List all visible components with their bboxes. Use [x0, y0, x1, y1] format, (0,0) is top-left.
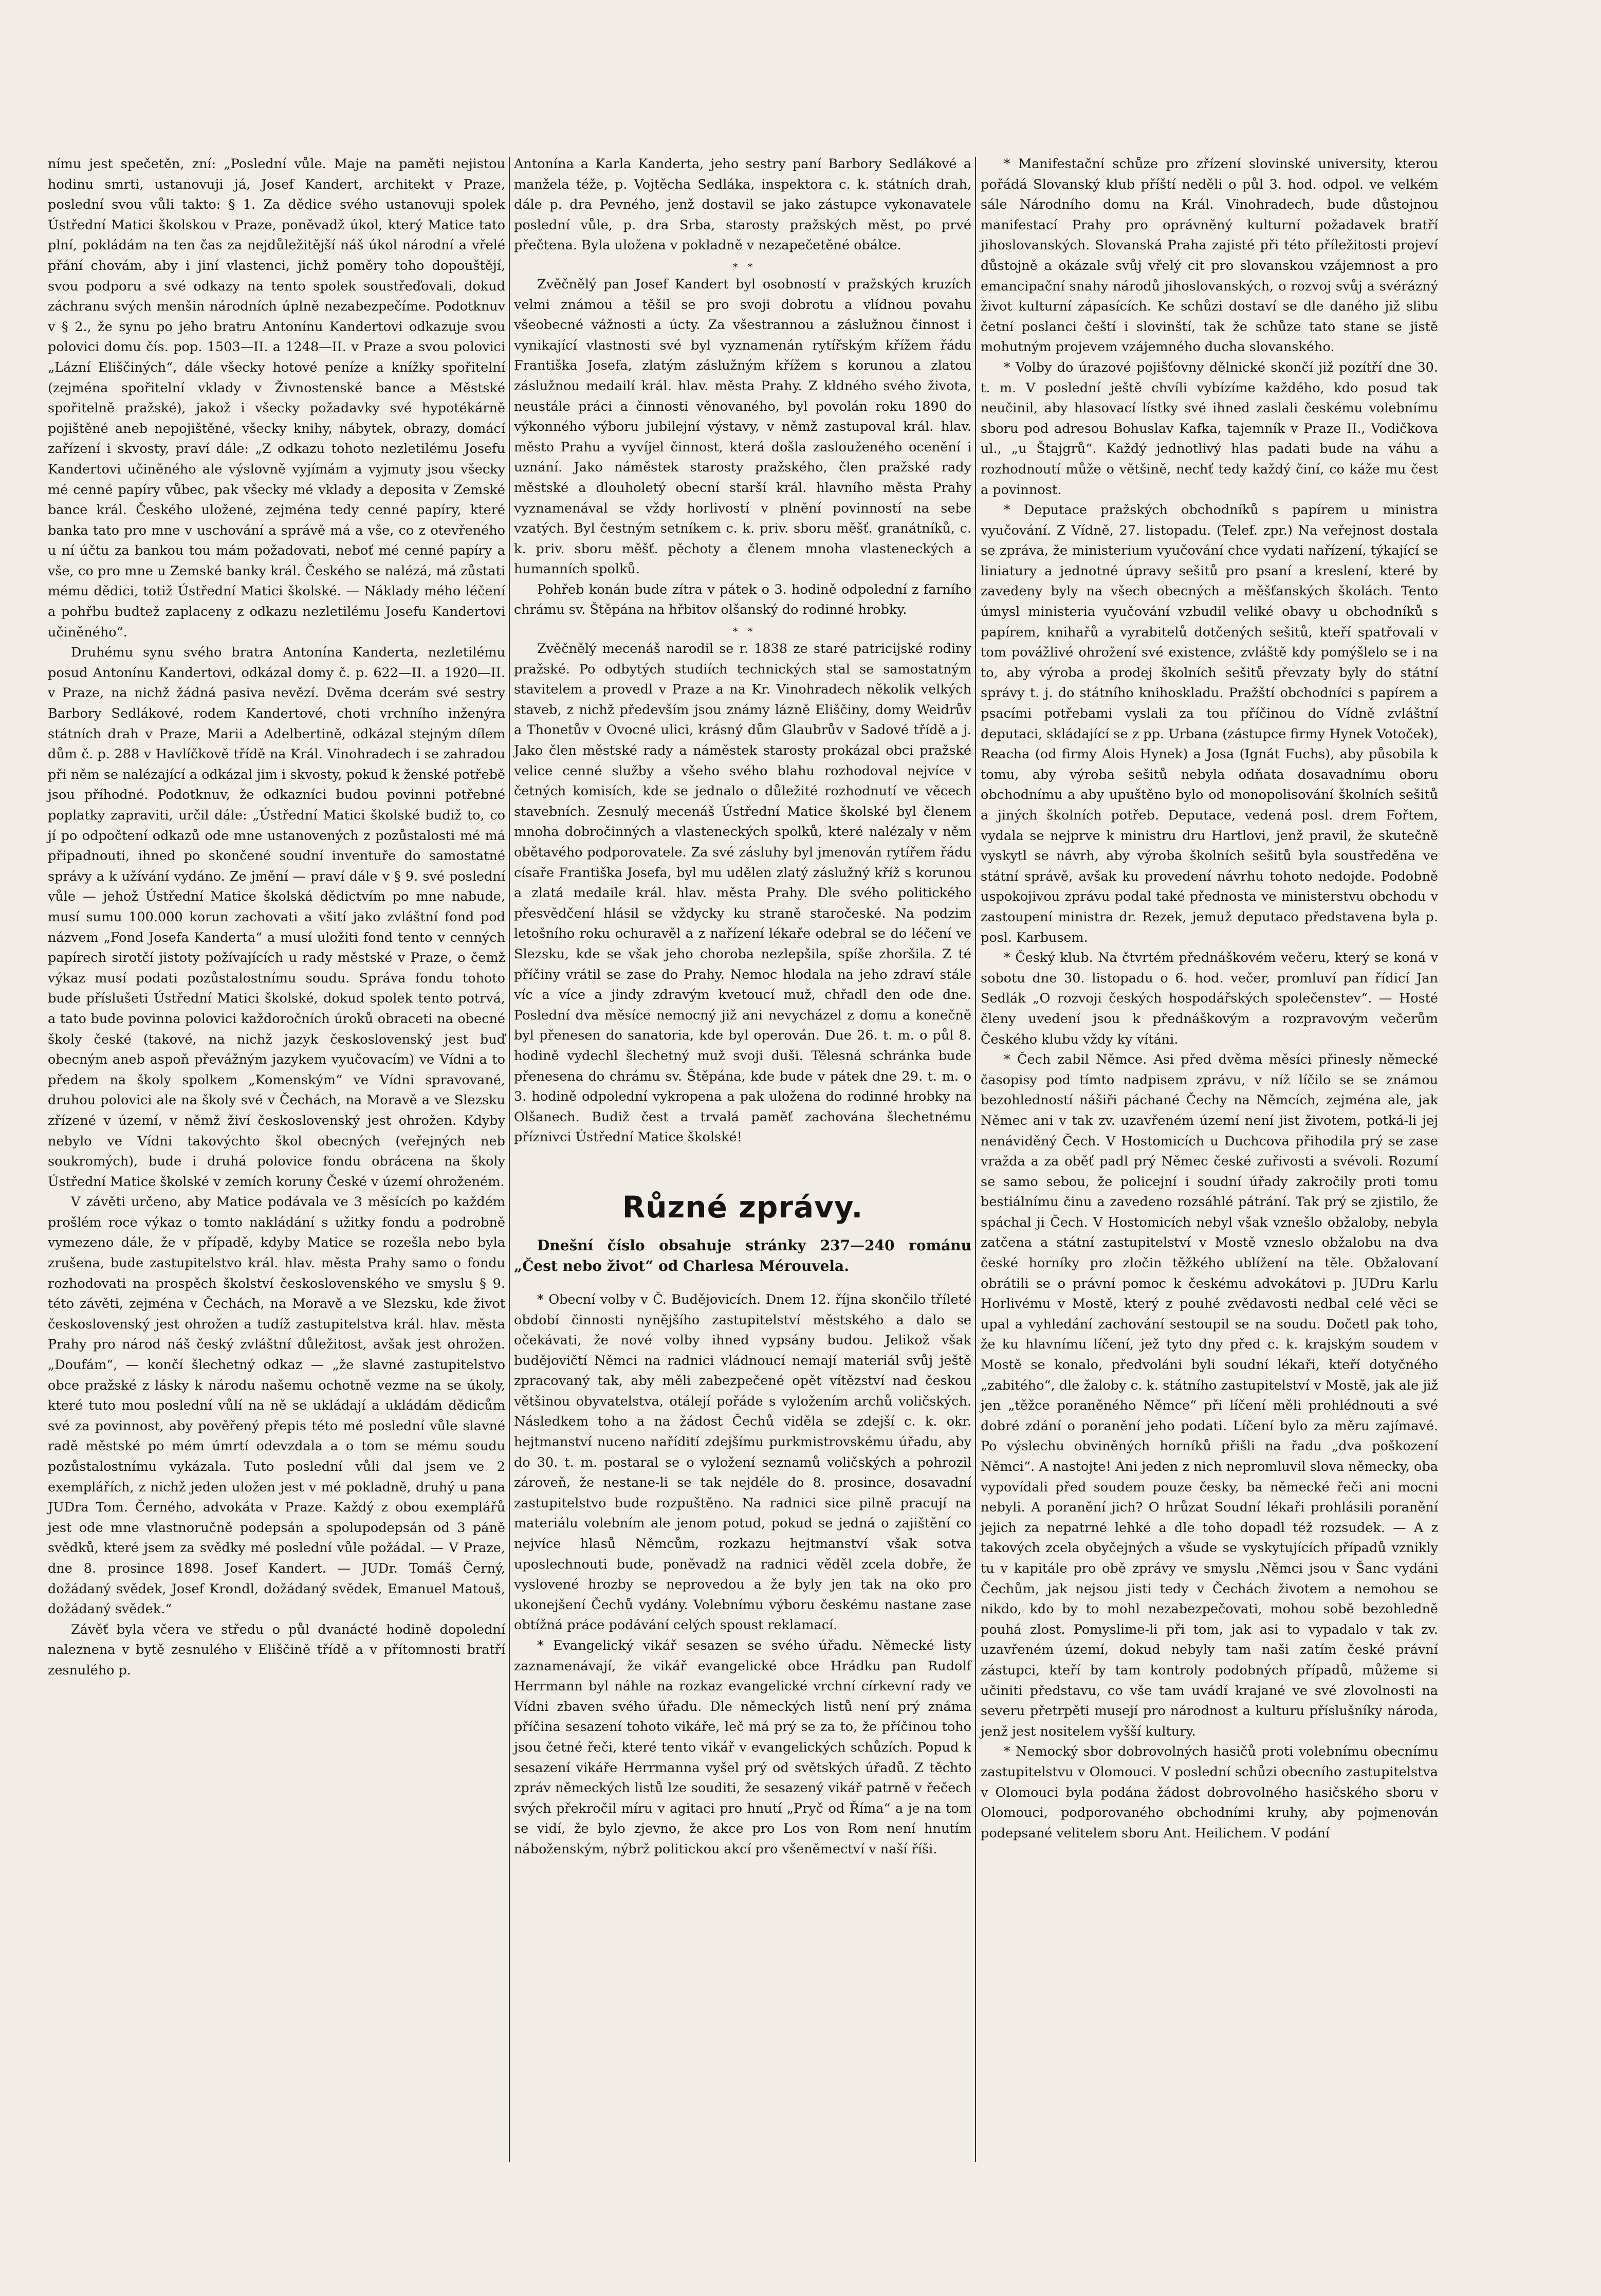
news-item: * Evangelický vikář sesazen se svého úřadu. Německé listy zaznamenávají, že vikář evangelické obce Hrádku pan Rudolf Herrmann byl náhle na rozkaz evangelické vrchní církevní rady ve Vídni zbaven svého úřadu. Dle německých listů není prý známa příčina sesazení tohoto vikáře, leč má prý se za to, že příčinou toho jsou četné řeči, které tento vikář v evangelických schůzích. Popud k sesazení vikáře Herrmanna vyšel prý od světských úřadů. Z těchto zpráv německých listů lze souditi, že sesazený vikář patrně v řečech svých překročil míru v agitaci pro hnutí „Pryč od Říma“ a je na tom se vidí, že bylo zjevno, že akce pro Los von Rom není hnutím náboženským, nýbrž politickou akcí pro všeněmectví v naší říši. — [514, 1638, 971, 1857]
news-item: * Nemocký sbor dobrovolných hasičů proti volebnímu obecnímu zastupitelstvu v Olomouci. V poslední schůzi obecního zastupitelstva v Olomouci byla podána žádost dobrovolného hasičského sboru v Olomouci, podporovaného obchodními kruhy, aby pojmenován podepsané velitelem sboru Ant. Heilichem. V podání — [981, 1744, 1438, 1841]
article-paragraph: Pohřeb konán bude zítra v pátek o 3. hodině odpolední z farního chrámu sv. Štěpána na hřbitov olšanský do rodinné hrobky. — [514, 581, 971, 618]
asterism-separator: * * — [732, 260, 753, 273]
asterism-separator: * * — [732, 625, 753, 638]
news-item: * Manifestační schůze pro zřízení slovinské university, kterou pořádá Slovanský klub příští neděli o půl 3. hod. odpol. ve velkém sále Národního domu na Král. Vinohradech, bude důstojnou manifestací Prahy pro oprávněný kulturní požadavek bratří jihoslovanských. Slovanská Praha zajisté při této příležitosti projeví důstojně a okázale svůj vřelý cit pro slovanskou vzájemnost a pro emancipační snahy národů jihoslovanských, o rozvoj svůj a svérázný život kulturní zápasících. Ke schůzi dostaví se dle daného již slibu četní poslanci čeští i slovinští, tak že schůze tato stane se jistě mohutným projevem vzájemného ducha slovanského. — [981, 156, 1438, 355]
column-left — [48, 154, 505, 1681]
news-item: * Deputace pražských obchodníků s papírem u ministra vyučování. Z Vídně, 27. listopadu. (Telef. zpr.) Na veřejnost dostala se zpráva, že ministerium vyučování chce vydati nařízení, týkající se liniatury a jednotné úpravy sešitů pro psaní a kreslení, které by zavedeny byly na všech obecných a měšťanských školách. Tento úmysl ministeria vyučování vzbudil veliké obavy u obchodníků s papírem, knihařů a vyrabitelů dotčených sešitů, kteří spatřovali v tom povážlivé ohrožení své existence, zvláště kdy pomýšlelo se i na to, aby výroba a prodej školních sešitů převzaty byly do státní správy t. j. do státního knihoskladu. Pražští obchodníci s papírem a psacími potřebami vyslali za tou příčinou do Vídně zvláštní deputaci, skládající se z pp. Urbana (zástupce firmy Hynek Votoček), Reacha (od firmy Alois Hynek) a Josa (Ignát Fuchs), aby působila k tomu, aby výroba sešitů nebyla odňata dosavadnímu oboru obchodnímu a aby upuštěno bylo od monopolisování školních sešitů a jiných školních potřeb. Deputace, vedená posl. drem Fořtem, vydala se nejprve k ministru dru Hartlovi, jenž pravil, že skutečně vyskytl se návrh, aby výroba školních sešitů byla soustředěna ve státní správě, avšak ku provedení návrhu tohoto nedojde. Podobně uspokojivou zprávu podal také přednosta ve ministerstvu obchodu v zastoupení ministra dr. Rezek, jemuž deputaco představena byla p. posl. Karbusem. — [981, 502, 1438, 945]
article-paragraph: nímu jest spečetěn, zní: „Poslední vůle. Maje na paměti nejistou hodinu smrti, ustanovuji já, Josef Kandert, architekt v Praze, poslední svou vůli takto: § 1. Za dědice svého ustanovuji spolek Ústřední Matici školskou v Praze, poněvadž úkol, který Matice tato plní, pokládám na ten čas za nejdůležitější náš úkol národní a vřelé přání chovám, aby i jiní vlastenci, jichž poměry toho dopouštějí, svou podporu a své odkazy na tento spolek soustřeďovali, dokud záchranu svých menšin národních úplně nezabezpečíme. Podotknuv v § 2., že synu po jeho bratru Antonínu Kandertovi odkazuje svou polovici domu čís. pop. 1503—II. a 1248—II. v Praze a svou polovici „Lázní Eliščiných“, dále všecky hotové peníze a knížky spořitelní (zejména spořitelní vklady v Živnostenské bance a Městské spořitelně pražské), jakož i všecky požadavky své hypotékárně pojištěné aneb nepojištěné, všecky knihy, nábytek, obrazy, domácí zařízení i skvosty, praví dále: „Z odkazu tohoto nezletilému Josefu Kandertovi učiněného ale výslovně vyjímám a vyjmuty jsou všecky mé cenné papíry vůbec, pak všecky mé vklady a deposita v Zemské bance král. Českého uložené, zejména tedy cenné papíry, které banka tato pro mne v uschování a správě má a vše, co z otevřeného u ní účtu za bankou tou mám požadovati, neboť mé cenné papíry a vše, co pro mne u Zemské banky král. Českého se nalézá, má zůstati mému dědici, totiž Ústřední Matici školské. — Náklady mého léčení a pohřbu budtež zaplaceny z odkazu nezletilému Josefu Kandertovi učiněného“. — [48, 156, 505, 640]
article-paragraph: Zvěčnělý pan Josef Kandert byl osobností v pražských kruzích velmi známou a těšil se pro svoji dobrotu a vlídnou povahu všeobecné vážnosti a úcty. Za všestrannou a záslužnou činnost i vynikající vlastnosti své byl vyznamenán rytířským křížem řádu Františka Josefa, zlatým záslužným křížem s korunou a zlatou záslužnou medailí král. hlav. města Prahy. Z kldného svého života, neustále práci a činnosti věnovaného, byl povolán roku 1890 do výkonného výboru jubilejní výstavy, v němž zastupoval král. hlav. město Prahu a vyvíjel činnost, která došla zaslouženého ocenění i uznání. Jako náměstek starosty pražského, člen pražské rady městské a dlouholetý obecní starší král. hlavního města Prahy vyznamenával se vždy horlivostí v plnění povinností na sebe vzatých. Byl čestným setníkem c. k. priv. sboru měšť. granátníků, c. k. priv. sboru měšť. pěchoty a členem mnoha vlasteneckých a humanních spolků. — [514, 276, 971, 577]
column-middle — [514, 154, 971, 1860]
article-paragraph: Antonína a Karla Kanderta, jeho sestry paní Barbory Sedlákové a manžela téže, p. Vojtěcha Sedláka, inspektora c. k. státních drah, dále p. dra Pevného, jenž dostavil se jako zástupce vykonavatele poslední vůle, p. dra Srba, starosty pražských měst, po prvé přečtena. Byla uložena v pokladně v nezapečetěné obálce. — [514, 156, 971, 253]
section-heading: Různé zprávy. — [622, 1189, 863, 1225]
column-rule — [509, 157, 510, 2162]
serial-notice: Dnešní číslo obsahuje stránky 237—240 románu „Čest nebo život“ od Charlesa Mérouvela. — [514, 1236, 971, 1274]
news-item: * Čech zabil Němce. Asi před dvěma měsíci přinesly německé časopisy pod tímto nadpisem zprávu, v níž líčilo se se známou bezohledností nášiři páchané Čechy na Němcích, zejména ale, jak Němec ani v tak zv. uzavřeném území není jist životem, potká-li jej nenáviděný Čech. V Hostomicích u Duchcova přihodila prý se zase vražda a za oběť padl prý Němec české zuřivosti a svévoli. Rozumí se samo sebou, že policejní i soudní úřady zakročily proti tomu bestiálnímu činu a zavedeno rozsáhlé pátrání. Tak prý se zjistilo, že spáchal ji Čech. V Hostomicích nebyl však vznešlo obžaloby, nebyla zatčena a státní zastupitelství v Mostě vzneslo obžalobu na dva české horníky pro zločin těžkého ublížení na těle. Obžalovaní obrátili se o právní pomoc k českému advokátovi p. JUDru Karlu Horlivému v Mostě, který z pouhé zvědavosti nedbal celé věci se upal a vyhledání zachování sestoupil se na soudu. Dočetl pak toho, že ku hlavnímu líčení, jež tyto dny před c. k. krajským soudem v Mostě se konalo, předvoláni byli soudní lékaři, kteří dotyčného „zabitého“, dle žaloby c. k. státního zastupitelství v Mostě, jak ale již jen „těžce poraněného Němce“ při líčení měli prohlédnouti a své dobré zdání o poranění jeho podati. Líčení bylo za měru zajímavé. Po výslechu obviněných horníků přišli na řadu „dva poškození Němci“. A nastojte! Ani jeden z nich nepromluvil slova německy, oba vypovídali před soudem pouze česky, ba německé řeči ani mocni nebyli. A poranění jich? O hrůzat Soudní lékaři prohlásili poranění jejich za nepatrné lehké a dle toho dopadl též rozsudek. — A z takových zcela obyčejných a všude se vyskytujících případů vznikly tu v kapitále pro obě zprávy ve smyslu ‚Němci jsou v Šanc vydáni Čechům, jak nejsou jisti tedy v Čechách životem a nemohou se nikdo, kdo by to mohl nezabezpečovati, mohou sobě bezohledně pouhá zlost. Pomyslime-li při tom, jak asi to vypadalo v tak zv. uzavřeném území, dokud nebyly tam naši zatím české právní zástupci, kteří by tam kontroly podobných případů, můžeme si učiniti představu, co vše tam uvádí krajané ve své zlovolnosti na severu přetrpěti musejí pro národnost a kulturu příslušníky národa, jenž jest nositelem vyšší kultury. — [981, 1052, 1438, 1739]
column-rule — [975, 157, 976, 2162]
article-paragraph: Druhému synu svého bratra Antonína Kanderta, nezletilému posud Antonínu Kandertovi, odkázal domy č. p. 622—II. a 1920—II. v Praze, na nichž žádná pasiva nevězí. Dvěma dcerám své sestry Barbory Sedlákové, rodem Kandertové, choti vrchního inženýra státních drah v Praze, Marii a Adelbertině, odkázal stejným dílem dům č. p. 288 v Havlíčkově třídě na Král. Vinohradech i se zahradou při něm se nalézající a odkázal jim i skvosty, pokud k ženské potřebě jsou příhodné. Podotknuv, že odkazníci budou povinni potřebné poplatky zapraviti, určil dále: „Ústřední Matici školské budiž to, co jí po odpočtení odkazů ode mne ustanovených z pozůstalosti mé má připadnouti, ihned po skončené soudní inventuře do samostatné správy a k užívání vydáno. Ze jmění — praví dále v § 9. své poslední vůle — jehož Ústřední Matice školská dědictvím po mne nabude, musí sumu 100.000 korun zachovati a všití jako zvláštní fond pod názvem „Fond Josefa Kanderta“ a musí uložiti fond tento v cenných papírech sirotčí jistoty požívajících u rady městské v Praze, o čemž výkaz musí podati pozůstalostnímu soudu. Správa fondu tohoto bude příslušeti Ústřední Matici školské, dokud spolek tento potrvá, a tato bude povinna polovici každoročních úroků obraceti na obecné školy české (takové, na nichž jazyk československý jest buď obecným aneb aspoň převážným jazykem vyučovacím) ve Vídni a to předem na školy spolkem „Komenským“ ve Vídni spravované, druhou polovici ale na školy své v Čechách, na Moravě a ve Slezsku zřízené v území, v němž živí československý jest ohrožen. Kdyby nebylo ve Vídni takovýchto škol obecných (veřejných neb soukromých), bude i druhá polovice fondu obrácena na školy Ústřední Matice školské v zemích koruny České v území ohroženém. — [48, 645, 505, 1190]
news-item: * Obecní volby v Č. Budějovicích. Dnem 12. října skončilo tříleté období činnosti nynějšího zastupitelství městského a dalo se očekávati, že nové volby ihned vypsány budou. Jelikož však budějovičtí Němci na radnici vládnoucí nemají materiál svůj ještě zpracovaný tak, aby měli zabezpečené opět vítězství nad českou většinou obyvatelstva, otálejí pořáde s vyložením archů voličských. Následkem toho a na žádost Čechů viděla se zdejší c. k. okr. hejtmanství nuceno nařídití zdejšímu purkmistrovskému úřadu, aby do 30. t. m. postaral se o vyložení seznamů voličských a pohrozil zároveň, že nestane-li se tak nejdéle do 8. prosince, dosavadní zastupitelstvo bude rozpuštěno. Na radnici sice pilně pracují na materiálu volebním ale jenom potud, pokud se jedná o zajištění co nejvíce hlasů Němcům, rozkazu hejtmanství však sotva uposlechnouti bude, poněvadž na radnici věděl zcela dobře, že vyslovené hrozby se neprovedou a že byly jen tak na oko pro ukonejšení Čechů vydány. Volebnímu výboru českému nastane zase obtížná práce podávání celých spoust reklamací. — [514, 1291, 971, 1633]
article-paragraph: Zvěčnělý mecenáš narodil se r. 1838 ze staré patricijské rodiny pražské. Po odbytých studiích technických stal se samostatným stavitelem a provedl v Praze a na Kr. Vinohradech několik velkých staveb, z nichž především jsou známy lázně Eliščiny, domy Weidrův a Thonetův v Ovocné ulici, krásný dům Glaubrův v Sadové třídě a j. Jako člen městské rady a náměstek starosty prokázal obci pražské velice cenné služby a všeho svého blahu rozhodoval nejvíce v četných komisích, kde se jednalo o důležité rozhodnutí ve věcech stavebních. Zesnulý mecenáš Ústřední Matice školské byl členem mnoha dobročinných a vlasteneckých spolků, které nalézaly v něm obětavého podporovatele. Za své zásluhy byl jmenován rytířem řádu císaře Františka Josefa, byl mu udělen zlatý záslužný kříž s korunou a zlatá medaile král. hlav. města Prahy. Dle svého politického přesvědčení hlásil se vždycky ku straně staročeské. Na podzim letošního roku ochuravěl a z nařízení lékaře odebral se do léčení ve Slezsku, kde se však jeho choroba nezlepšila, spíše zhoršila. Z té příčiny vrátil se zase do Prahy. Nemoc hlodala na jeho zdraví stále víc a více a jindy zdravým kvetoucí muž, chřadl den ode dne. Poslední dva měsíce nemocný již ani nevycházel z domu a konečně byl přenesen do sanatoria, kde byl operován. Due 26. t. m. o půl 8. hodině vydechl šlechetný muž svoji duši. Tělesná schránka bude přenesena do chrámu sv. Štěpána, kde bude v pátek dne 29. t. m. o 3. hodině odpolední vykropena a pak uložena do rodinné hrobky na Olšanech. Budiž čest a trvalá paměť zachována šlechetnému příznivci Ústřední Matice školské! — [514, 641, 971, 1145]
article-paragraph: Závěť byla včera ve středu o půl dvanácté hodině dopolední naleznena v bytě zesnulého v Eliščině třídě a v přítomnosti bratří zesnulého p. — [48, 1621, 505, 1678]
article-paragraph: V závěti určeno, aby Matice podávala ve 3 měsících po každém prošlém roce výkaz o tomto nakládání s užitky fondu a podrobně vymezeno dále, že v případě, kdyby Matice se rozešla nebo byla zrušena, bude zastupitelstvo král. hlav. města Prahy samo o fondu rozhodovati na prospěch školství československého ve smyslu § 9. této závěti, zejména v Čechách, na Moravě a ve Slezsku, kde život československý jest ohrožen a tudíž zastupitelstva král. hlav. města Prahy pro národ náš český zvláštní důležitost, avšak jest ohrožen. „Doufám“, — končí šlechetný odkaz — „že slavné zastupitelstvo obce pražské z lásky k národu našemu ochotně vezme na se úkoly, které tuto mou poslední vůlí na ně se ukládají a ukládám dědicům své za povinnost, aby pověřený přepis této mé poslední vůle slavné radě městské po mém úmrtí odevzdala a o tom se mému soudu pozůstalostnímu vykázala. Tuto poslední vůli dal jsem ve 2 exemplářích, z nichž jeden uložen jest v mé pokladně, druhý u pana JUDra Tom. Černého, advokáta v Praze. Každý z obou exemplářů jest ode mne vlastnoručně podepsán a spolupodepsán od 3 páně svědků, které jsem za svědky mé poslední vůle požádal. — V Praze, dne 8. prosince 1898. Josef Kandert. — JUDr. Tomáš Černý, dožádaný svědek, Josef Krondl, dožádaný svědek, Emanuel Matouš, dožádaný svědek.“ — [48, 1194, 505, 1617]
news-item: * Volby do úrazové pojišťovny dělnické skončí již pozítří dne 30. t. m. V poslední ještě chvíli vybízíme každého, kdo posud tak neučinil, aby hlasovací lístky své ihned zaslali českému volebnímu sboru pod adresou Bohuslav Kafka, tajemník v Praze II., Vodičkova ul., „u Štajgrů“. Každý jednotlivý hlas padati bude na váhu a rozhodnoutí může o většině, nechť tedy každý činí, co káže mu čest a povinnost. — [981, 359, 1438, 498]
news-item: * Český klub. Na čtvrtém přednáškovém večeru, který se koná v sobotu dne 30. listopadu o 6. hod. večer, promluví pan řídicí Jan Sedlák „O rozvoji českých hospodářských společenstev“. — Hosté členy uvedení jsou k přednáškovým a rozpravovým večerům Českého klubu vždy ky vítáni. — [981, 950, 1438, 1047]
column-right — [981, 154, 1438, 1844]
